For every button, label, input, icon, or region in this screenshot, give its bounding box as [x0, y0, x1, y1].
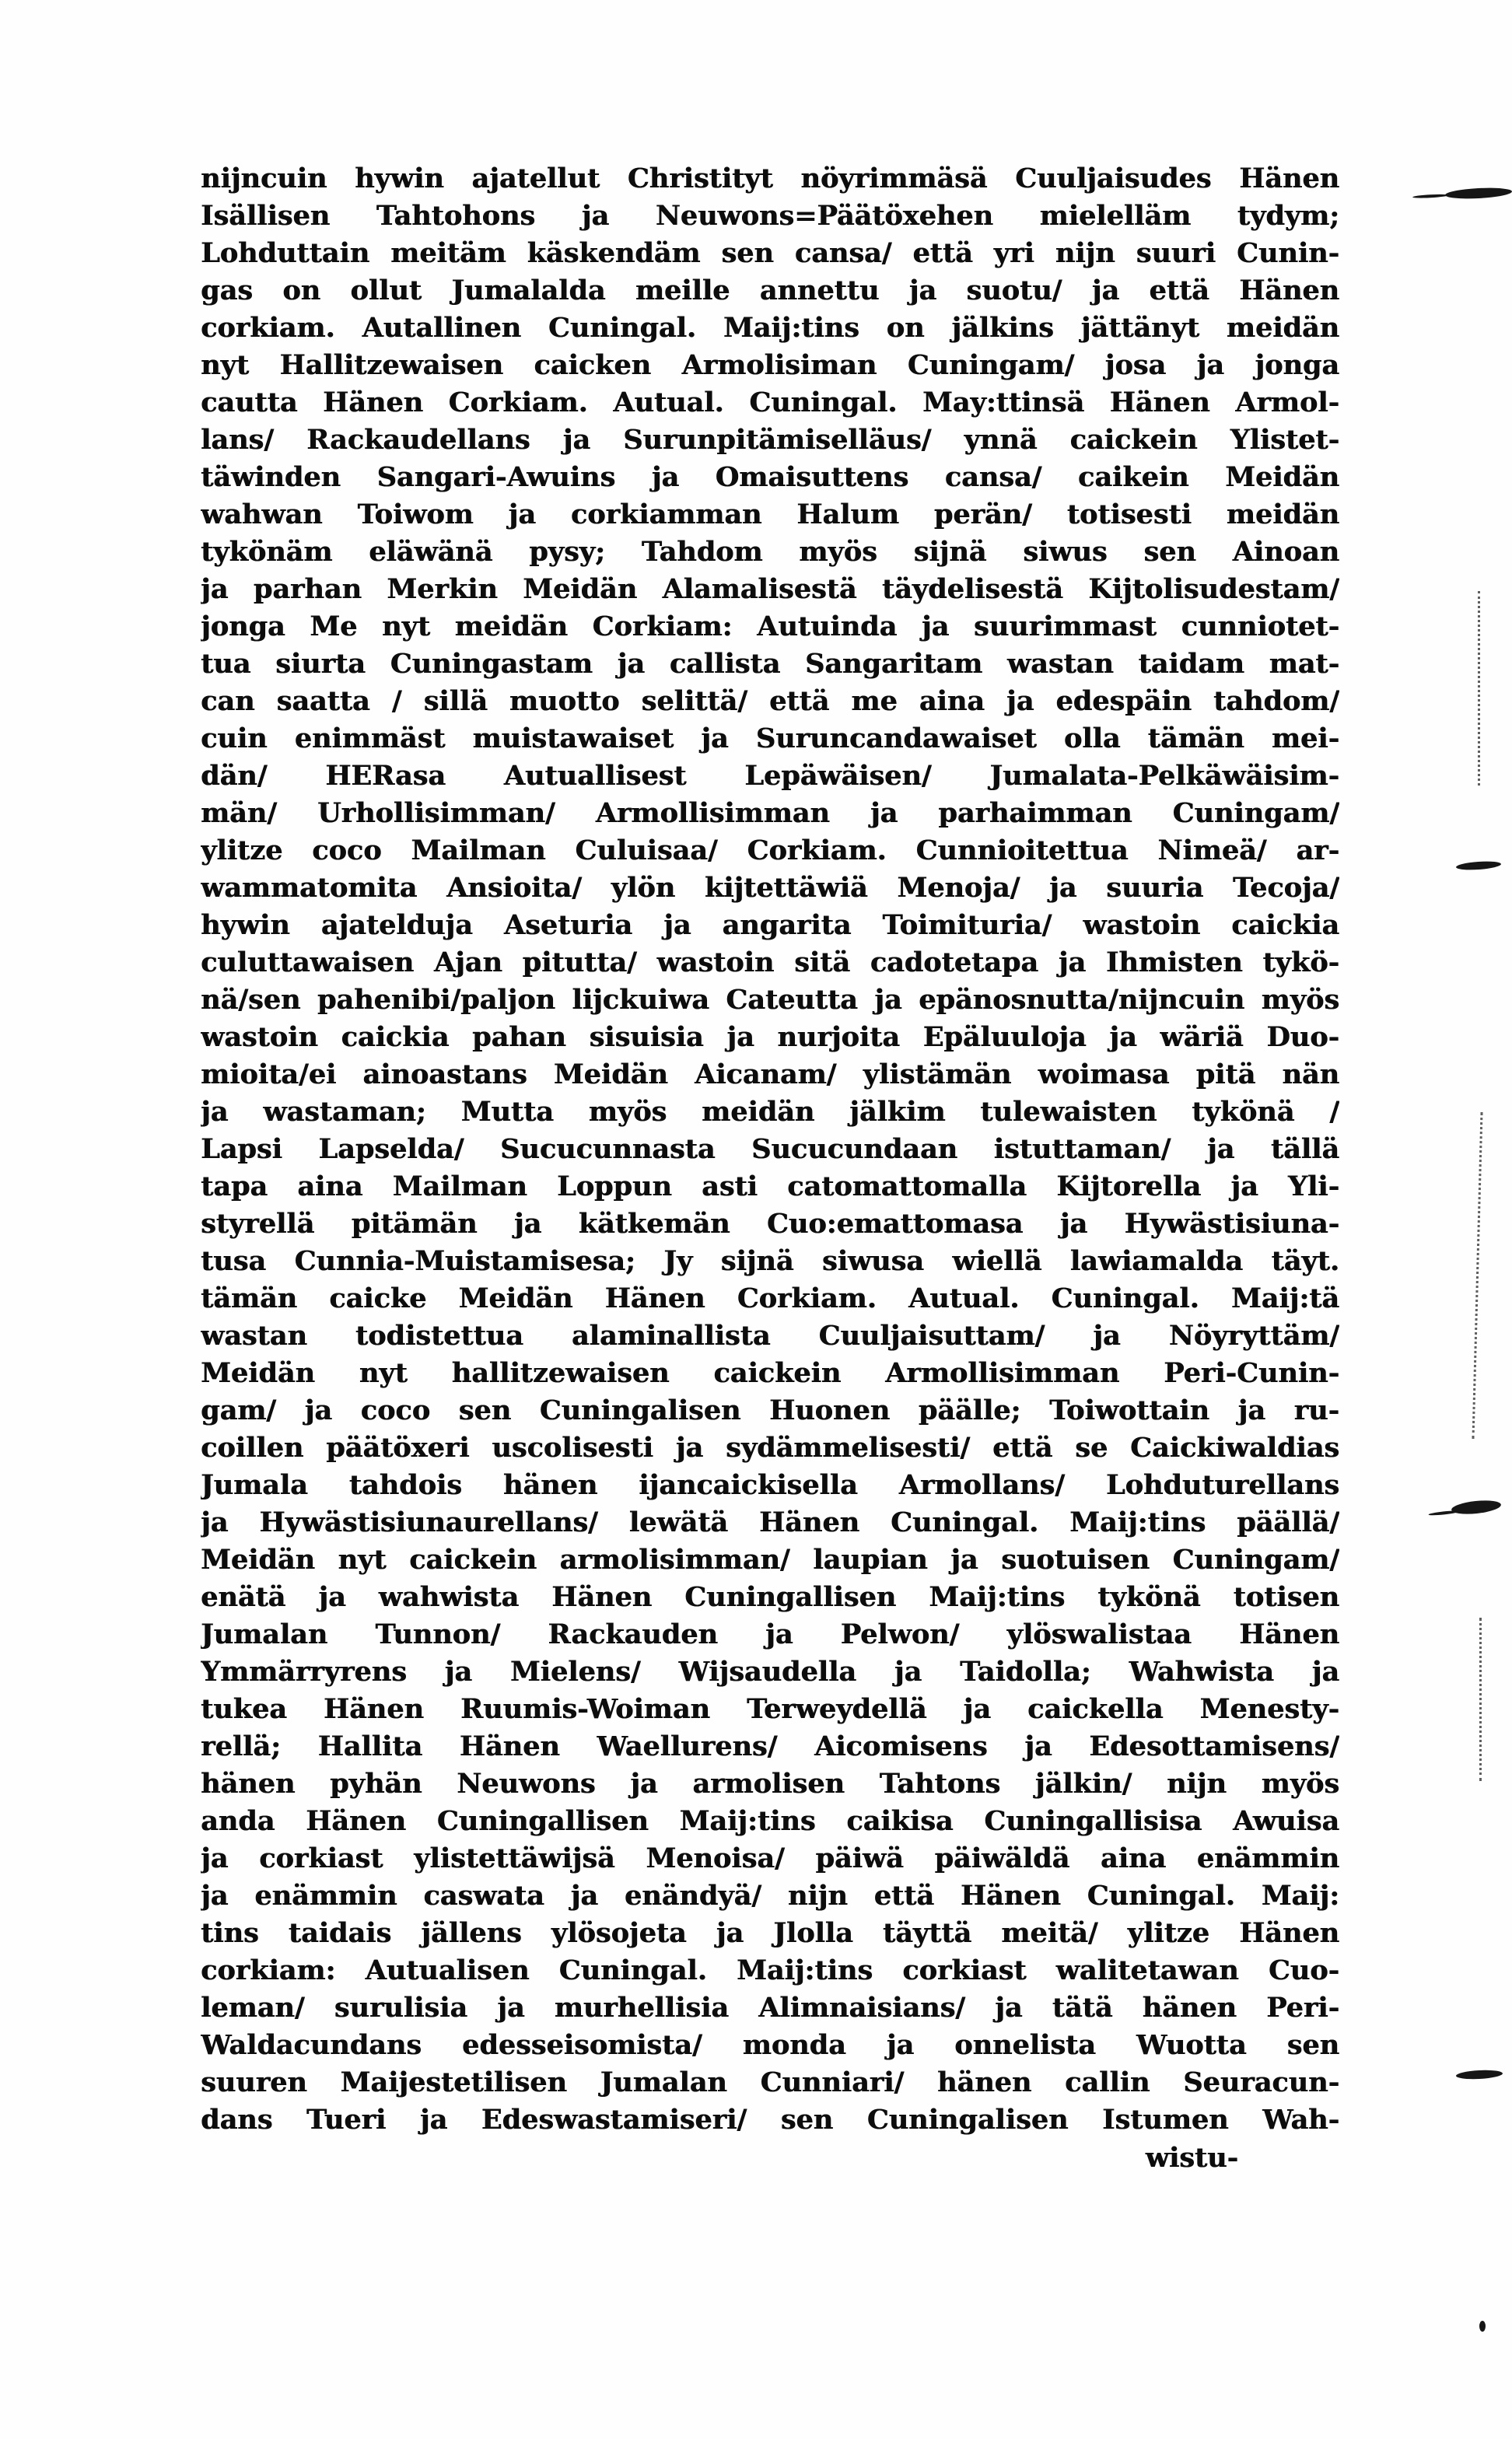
text-line: Lohduttain meitäm käskendäm sen cansa/ että yri nijn suuri Cunin-	[201, 237, 1339, 269]
text-line: tykönäm eläwänä pysy; Tahdom myös sijnä siwus sen Ainoan	[201, 536, 1339, 568]
text-line: wahwan Toiwom ja corkiamman Halum perän/ totisesti meidän	[201, 499, 1339, 530]
text-line: tapa aina Mailman Loppun asti catomattomalla Kijtorella ja Yli-	[201, 1171, 1339, 1202]
catchword-row	[201, 2142, 1339, 2174]
text-line: gas on ollut Jumalalda meille annettu ja suotu/ ja että Hänen	[201, 275, 1339, 306]
text-line: Isällisen Tahtohons ja Neuwons=Päätöxehen mielelläm tydym;	[201, 200, 1339, 232]
ink-smudge	[1479, 2321, 1486, 2332]
text-line: coillen päätöxeri uscolisesti ja sydämmelisesti/ että se Caickiwaldias	[201, 1432, 1339, 1464]
text-line: täwinden Sangari-Awuins ja Omaisuttens cansa/ caikein Meidän	[201, 461, 1339, 493]
text-line: dän/ HERasa Autuallisest Lepäwäisen/ Jumalata-Pelkäwäisim-	[201, 760, 1339, 792]
text-line: Jumala tahdois hänen ijancaickisella Armollans/ Lohduturellans	[201, 1469, 1339, 1501]
text-line: cuin enimmäst muistawaiset ja Suruncandawaiset olla tämän mei-	[201, 723, 1339, 754]
text-line: ja parhan Merkin Meidän Alamalisestä täydelisestä Kijtolisudestam/	[201, 573, 1339, 605]
text-line: lans/ Rackaudellans ja Surunpitämiselläus/ ynnä caickein Ylistet-	[201, 424, 1339, 456]
text-line: corkiam: Autualisen Cuningal. Maij:tins corkiast walitetawan Cuo-	[201, 1954, 1339, 1986]
text-line: can saatta / sillä muotto selittä/ että me aina ja edespäin tahdom/	[201, 685, 1339, 717]
ink-smudge	[1456, 860, 1502, 871]
ink-smudge	[1456, 2069, 1503, 2080]
text-line: Lapsi Lapselda/ Sucucunnasta Sucucundaan istuttaman/ ja tällä	[201, 1133, 1339, 1165]
ink-speck-trail	[1479, 1618, 1482, 1781]
text-line: enätä ja wahwista Hänen Cuningallisen Maij:tins tykönä totisen	[201, 1581, 1339, 1613]
text-line: leman/ surulisia ja murhellisia Alimnaisians/ ja tätä hänen Peri-	[201, 1992, 1339, 2024]
text-line: dans Tueri ja Edeswastamiseri/ sen Cuningalisen Istumen Wah-	[201, 2104, 1339, 2136]
ink-speck-trail	[1478, 591, 1480, 786]
text-line: ja Hywästisiunaurellans/ lewätä Hänen Cuningal. Maij:tins päällä/	[201, 1506, 1339, 1538]
body-text-block	[201, 160, 1339, 2139]
text-line: wastoin caickia pahan sisuisia ja nurjoita Epäluuloja ja wäriä Duo-	[201, 1021, 1339, 1053]
text-line: rellä; Hallita Hänen Waellurens/ Aicomisens ja Edesottamisens/	[201, 1730, 1339, 1762]
text-line: styrellä pitämän ja kätkemän Cuo:emattomasa ja Hywästisiuna-	[201, 1208, 1339, 1240]
text-line: wastan todistettua alaminallista Cuuljaisuttam/ ja Nöyryttäm/	[201, 1320, 1339, 1352]
text-line: hänen pyhän Neuwons ja armolisen Tahtons jälkin/ nijn myös	[201, 1768, 1339, 1800]
text-line: suuren Maijestetilisen Jumalan Cunniari/ hänen callin Seuracun-	[201, 2066, 1339, 2098]
ink-speck-trail	[1472, 1112, 1483, 1439]
text-line: corkiam. Autallinen Cuningal. Maij:tins on jälkins jättänyt meidän	[201, 312, 1339, 344]
text-line: tukea Hänen Ruumis-Woiman Terweydellä ja caickella Menesty-	[201, 1693, 1339, 1725]
text-line: ja wastaman; Mutta myös meidän jälkim tulewaisten tykönä /	[201, 1096, 1339, 1128]
text-line: tämän caicke Meidän Hänen Corkiam. Autual. Cuningal. Maij:tä	[201, 1282, 1339, 1314]
catchword: wistu-	[1145, 2142, 1238, 2174]
text-line: cautta Hänen Corkiam. Autual. Cuningal. May:ttinsä Hänen Armol-	[201, 387, 1339, 418]
text-line: Meidän nyt caickein armolisimman/ laupian ja suotuisen Cuningam/	[201, 1544, 1339, 1576]
text-line: mioita/ei ainoastans Meidän Aicanam/ ylistämän woimasa pitä nän	[201, 1059, 1339, 1090]
ink-smudge	[1445, 187, 1512, 200]
text-line: jonga Me nyt meidän Corkiam: Autuinda ja suurimmast cunniotet-	[201, 611, 1339, 642]
text-line: män/ Urhollisimman/ Armollisimman ja parhaimman Cuningam/	[201, 797, 1339, 829]
text-line: culuttawaisen Ajan pitutta/ wastoin sitä cadotetapa ja Ihmisten tykö-	[201, 947, 1339, 978]
text-line: Ymmärryrens ja Mielens/ Wijsaudella ja Taidolla; Wahwista ja	[201, 1656, 1339, 1688]
text-line: tins taidais jällens ylösojeta ja Jlolla täyttä meitä/ ylitze Hänen	[201, 1917, 1339, 1949]
ink-smudge	[1451, 1499, 1501, 1517]
text-line: wammatomita Ansioita/ ylön kijtettäwiä Menoja/ ja suuria Tecoja/	[201, 872, 1339, 904]
text-line: ja corkiast ylistettäwijsä Menoisa/ päiwä päiwäldä aina enämmin	[201, 1842, 1339, 1874]
text-line: tusa Cunnia-Muistamisesa; Jy sijnä siwusa wiellä lawiamalda täyt.	[201, 1245, 1339, 1277]
text-line: Jumalan Tunnon/ Rackauden ja Pelwon/ ylöswalistaa Hänen	[201, 1618, 1339, 1650]
text-line: nä/sen pahenibi/paljon lijckuiwa Cateutta ja epänosnutta/nijncuin myös	[201, 984, 1339, 1016]
text-line: ylitze coco Mailman Culuisaa/ Corkiam. Cunnioitettua Nimeä/ ar-	[201, 835, 1339, 866]
text-line: gam/ ja coco sen Cuningalisen Huonen päälle; Toiwottain ja ru-	[201, 1394, 1339, 1426]
text-line: Meidän nyt hallitzewaisen caickein Armollisimman Peri-Cunin-	[201, 1357, 1339, 1389]
text-line: nijncuin hywin ajatellut Christityt nöyrimmäsä Cuuljaisudes Hänen	[201, 163, 1339, 194]
text-line: hywin ajatelduja Aseturia ja angarita Toimituria/ wastoin caickia	[201, 909, 1339, 941]
text-line: nyt Hallitzewaisen caicken Armolisiman Cuningam/ josa ja jonga	[201, 349, 1339, 381]
text-line: tua siurta Cuningastam ja callista Sangaritam wastan taidam mat-	[201, 648, 1339, 680]
text-line: Waldacundans edesseisomista/ monda ja onnelista Wuotta sen	[201, 2029, 1339, 2061]
text-line: ja enämmin caswata ja enändyä/ nijn että Hänen Cuningal. Maij:	[201, 1880, 1339, 1912]
text-line: anda Hänen Cuningallisen Maij:tins caikisa Cuningallisisa Awuisa	[201, 1805, 1339, 1837]
